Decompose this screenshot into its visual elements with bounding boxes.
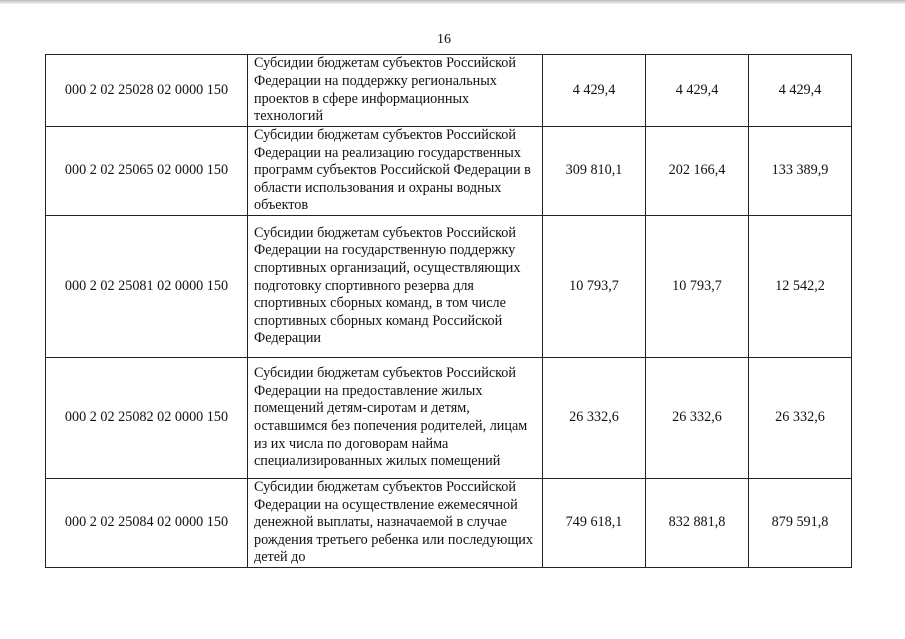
table-row xyxy=(46,478,852,567)
table-row xyxy=(46,127,852,216)
amount-year-1-cell: 309 810,1 xyxy=(543,127,646,216)
budget-code-cell: 000 2 02 25065 02 0000 150 xyxy=(46,127,248,216)
budget-code-cell: 000 2 02 25084 02 0000 150 xyxy=(46,478,248,567)
description-cell xyxy=(248,478,543,567)
amount-year-2-cell: 10 793,7 xyxy=(646,215,749,357)
description-cell xyxy=(248,127,543,216)
table-row xyxy=(46,357,852,478)
amount-year-1-cell: 26 332,6 xyxy=(543,357,646,478)
description-cell xyxy=(248,357,543,478)
description-text: Субсидии бюджетам субъектов Российской Федерации на поддержку региональных проектов в сфере информационных технологий xyxy=(254,55,516,125)
budget-code-cell: 000 2 02 25081 02 0000 150 xyxy=(46,215,248,357)
table-row xyxy=(46,215,852,357)
amount-year-2-cell: 832 881,8 xyxy=(646,478,749,567)
budget-revenue-table xyxy=(45,54,852,568)
amount-year-3-cell: 879 591,8 xyxy=(749,478,852,567)
amount-year-3-cell: 133 389,9 xyxy=(749,127,852,216)
page-number: 16 xyxy=(437,32,451,47)
amount-year-3-cell: 26 332,6 xyxy=(749,357,852,478)
description-text: Субсидии бюджетам субъектов Российской Федерации на предоставление жилых помещений детям-сиротам и детям, оставшимся без попечения родителей, лицам из их числа по договорам найма специализированных жилых помещений xyxy=(254,365,528,470)
amount-year-2-cell: 26 332,6 xyxy=(646,357,749,478)
amount-year-1-cell: 4 429,4 xyxy=(543,55,646,127)
budget-code-cell: 000 2 02 25028 02 0000 150 xyxy=(46,55,248,127)
amount-year-3-cell: 4 429,4 xyxy=(749,55,852,127)
description-text: Субсидии бюджетам субъектов Российской Федерации на реализацию государственных программ субъектов Российской Федерации в области использования и охраны водных объектов xyxy=(254,127,531,214)
amount-year-1-cell: 10 793,7 xyxy=(543,215,646,357)
scan-edge xyxy=(0,0,905,4)
amount-year-2-cell: 202 166,4 xyxy=(646,127,749,216)
budget-code-cell: 000 2 02 25082 02 0000 150 xyxy=(46,357,248,478)
amount-year-2-cell: 4 429,4 xyxy=(646,55,749,127)
description-cell xyxy=(248,55,543,127)
amount-year-1-cell: 749 618,1 xyxy=(543,478,646,567)
table-row xyxy=(46,55,852,127)
amount-year-3-cell: 12 542,2 xyxy=(749,215,852,357)
description-cell xyxy=(248,215,543,357)
description-text: Субсидии бюджетам субъектов Российской Федерации на государственную поддержку спортивных организаций, осуществляющих подготовку спортивного резерва для спортивных сборных команд, в том числе спортивных сборных команд Российской Федерации xyxy=(254,224,521,347)
description-text: Субсидии бюджетам субъектов Российской Федерации на осуществление ежемесячной денежной выплаты, назначаемой в случае рождения третьего ребенка или последующих детей до xyxy=(254,478,533,566)
